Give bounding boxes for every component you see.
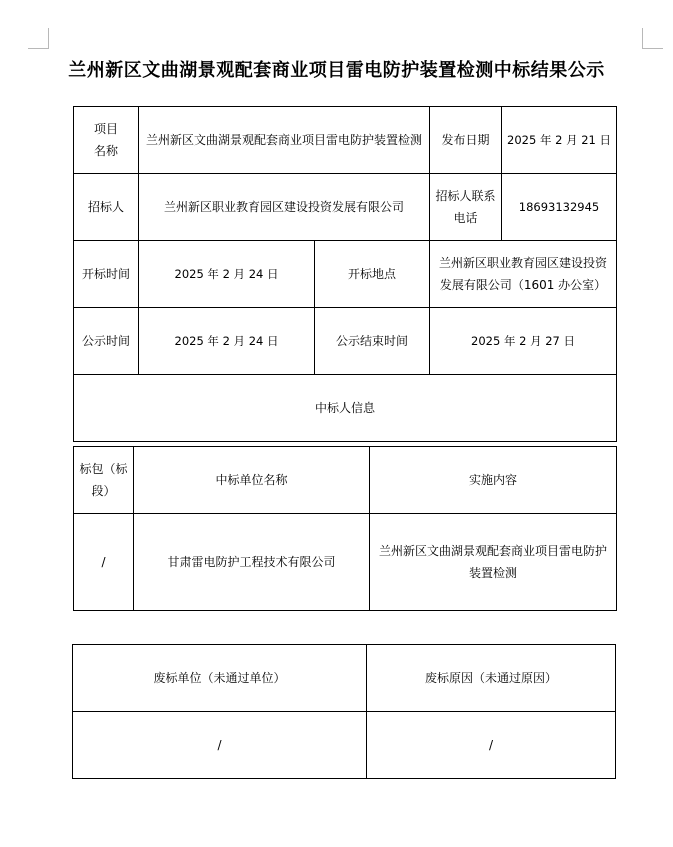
tenderer-phone-label: 招标人联系电话	[430, 174, 502, 241]
table-row	[74, 174, 617, 241]
table-row	[74, 308, 617, 375]
table-row	[73, 712, 616, 779]
table-row	[74, 241, 617, 308]
publish-date-value: 2025 年 2 月 21 日	[502, 107, 617, 174]
content-value: 兰州新区文曲湖景观配套商业项目雷电防护装置检测	[370, 514, 617, 611]
bid-open-time-value: 2025 年 2 月 24 日	[139, 241, 315, 308]
rejected-unit-header: 废标单位（未通过单位）	[73, 645, 367, 712]
publicity-end-value: 2025 年 2 月 27 日	[430, 308, 617, 375]
publish-date-label: 发布日期	[430, 107, 502, 174]
tenderer-phone-value: 18693132945	[502, 174, 617, 241]
lot-header: 标包（标段）	[74, 447, 134, 514]
tenderer-label: 招标人	[74, 174, 139, 241]
publicity-time-label: 公示时间	[74, 308, 139, 375]
bid-info-table	[73, 106, 617, 442]
rejected-unit-value: /	[73, 712, 367, 779]
bid-open-place-label: 开标地点	[315, 241, 430, 308]
winner-section-title: 中标人信息	[74, 375, 617, 442]
table-row	[74, 514, 617, 611]
publicity-time-value: 2025 年 2 月 24 日	[139, 308, 315, 375]
winner-company-value: 甘肃雷电防护工程技术有限公司	[134, 514, 370, 611]
project-name-label: 项目名称	[74, 107, 139, 174]
rejected-bid-table	[72, 644, 616, 779]
winner-company-header: 中标单位名称	[134, 447, 370, 514]
table-header-row	[73, 645, 616, 712]
table-row	[74, 375, 617, 442]
table-header-row	[74, 447, 617, 514]
project-name-value: 兰州新区文曲湖景观配套商业项目雷电防护装置检测	[139, 107, 430, 174]
page-corner-mark-left	[28, 28, 49, 49]
document-title: 兰州新区文曲湖景观配套商业项目雷电防护装置检测中标结果公示	[68, 60, 605, 81]
rejected-reason-value: /	[367, 712, 616, 779]
table-row	[74, 107, 617, 174]
winner-table	[73, 446, 617, 611]
bid-open-time-label: 开标时间	[74, 241, 139, 308]
rejected-reason-header: 废标原因（未通过原因）	[367, 645, 616, 712]
tenderer-value: 兰州新区职业教育园区建设投资发展有限公司	[139, 174, 430, 241]
lot-value: /	[74, 514, 134, 611]
publicity-end-label: 公示结束时间	[315, 308, 430, 375]
content-header: 实施内容	[370, 447, 617, 514]
bid-open-place-value: 兰州新区职业教育园区建设投资发展有限公司（1601 办公室）	[430, 241, 617, 308]
page-corner-mark-right	[642, 28, 663, 49]
